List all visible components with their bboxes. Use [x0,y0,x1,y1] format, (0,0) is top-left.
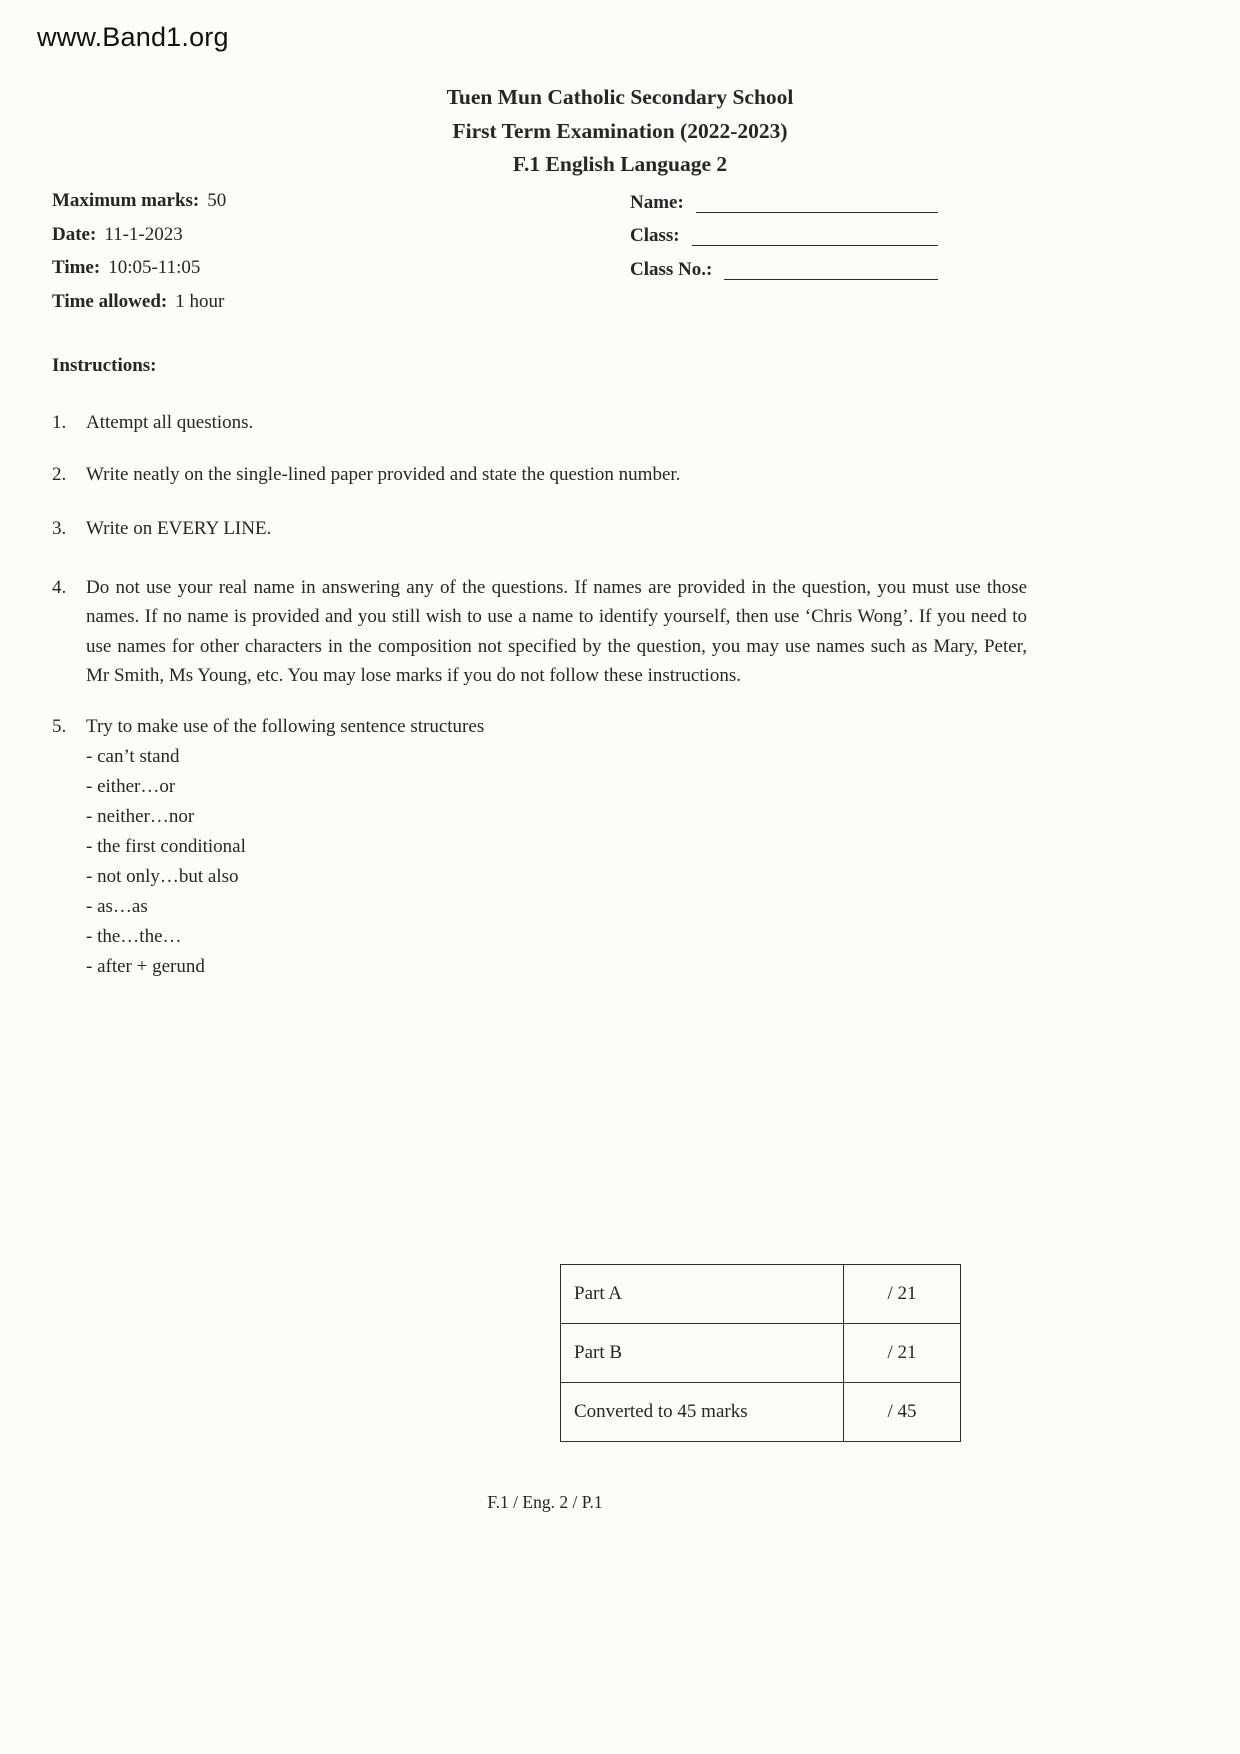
sentence-structure-item: - can’t stand [86,746,180,767]
date-label: Date: [52,223,97,245]
maximum-marks-label: Maximum marks: [52,190,200,211]
class-label: Class: [630,225,680,246]
time-allowed-row [52,285,226,319]
instruction-text: Write on EVERY LINE. [86,518,272,539]
date-row [52,218,226,252]
instruction-number: 3. [52,518,67,539]
sentence-structure-item: - neither…nor [86,806,195,827]
instruction-item-4 [52,573,1027,691]
class-blank-line [692,245,938,246]
time-row [52,251,226,285]
time-allowed-label: Time allowed: [52,290,168,312]
instruction-number: 4. [52,576,67,598]
student-info-block [630,184,940,285]
instruction-item-3 [52,514,1027,544]
instruction-number: 1. [52,412,67,433]
maximum-marks-row [52,184,226,218]
instruction-text [86,712,1027,983]
name-label: Name: [630,191,684,213]
time-allowed-value: 1 hour [175,290,225,312]
table-row-part-b [561,1324,961,1383]
date-value: 11-1-2023 [104,223,183,245]
exam-header [0,81,1240,182]
page-footer: F.1 / Eng. 2 / P.1 [487,1492,603,1512]
part-label-cell: Part B [561,1324,844,1383]
part-score-cell: / 45 [844,1383,961,1442]
instruction-number: 2. [52,463,67,485]
class-no-blank-line [724,279,938,280]
school-name: Tuen Mun Catholic Secondary School [446,85,794,109]
part-label-cell: Part A [561,1265,844,1324]
part-score-cell: / 21 [844,1265,961,1324]
name-field-row [630,184,940,218]
instruction-text-lead: Try to make use of the following sentence structures [86,715,485,737]
instruction-item-5 [52,712,1027,983]
sentence-structure-item: - not only…but also [86,866,239,887]
subject-title: F.1 English Language 2 [512,152,728,176]
name-blank-line [696,212,938,213]
sentence-structure-item: - after + gerund [86,956,205,977]
part-label-cell: Converted to 45 marks [561,1383,844,1442]
watermark: www.Band1.org [37,22,229,52]
sentence-structure-item: - the first conditional [86,836,246,857]
sentence-structure-item: - either…or [86,776,176,797]
exam-title: First Term Examination (2022-2023) [452,118,788,143]
class-field-row [630,218,940,252]
instruction-number: 5. [52,715,67,737]
instruction-text: Write neatly on the single-lined paper provided and state the question number. [86,463,681,485]
instruction-text: Do not use your real name in answering any of the questions. If names are provided in the question, you must use those names. If no name is provided and you still wish to use a name to identify yourself, then use ‘Chris Wong’. If you need to use names for other characters in the composition not specified by the question, you may use names such as Mary, Peter, Mr Smith, Ms Young, etc. You may lose marks if you do not follow these instructions. [86,576,1027,686]
part-score-cell: / 21 [844,1324,961,1383]
marks-table [560,1264,961,1442]
class-no-field-row [630,251,940,285]
time-value: 10:05-11:05 [108,257,201,278]
table-row-part-a [561,1265,961,1324]
instructions-heading: Instructions: [52,355,157,376]
instruction-item-2 [52,460,1027,490]
maximum-marks-value: 50 [207,190,227,211]
instructions-list [52,408,1027,982]
sentence-structure-item: - as…as [86,896,148,917]
instruction-item-1 [52,408,1027,438]
class-no-label: Class No.: [630,258,713,280]
exam-meta-left [52,184,226,318]
sentence-structures-list [86,742,1027,982]
time-label: Time: [52,257,101,278]
instruction-text: Attempt all questions. [86,412,254,433]
sentence-structure-item: - the…the… [86,926,182,947]
table-row-converted [561,1383,961,1442]
